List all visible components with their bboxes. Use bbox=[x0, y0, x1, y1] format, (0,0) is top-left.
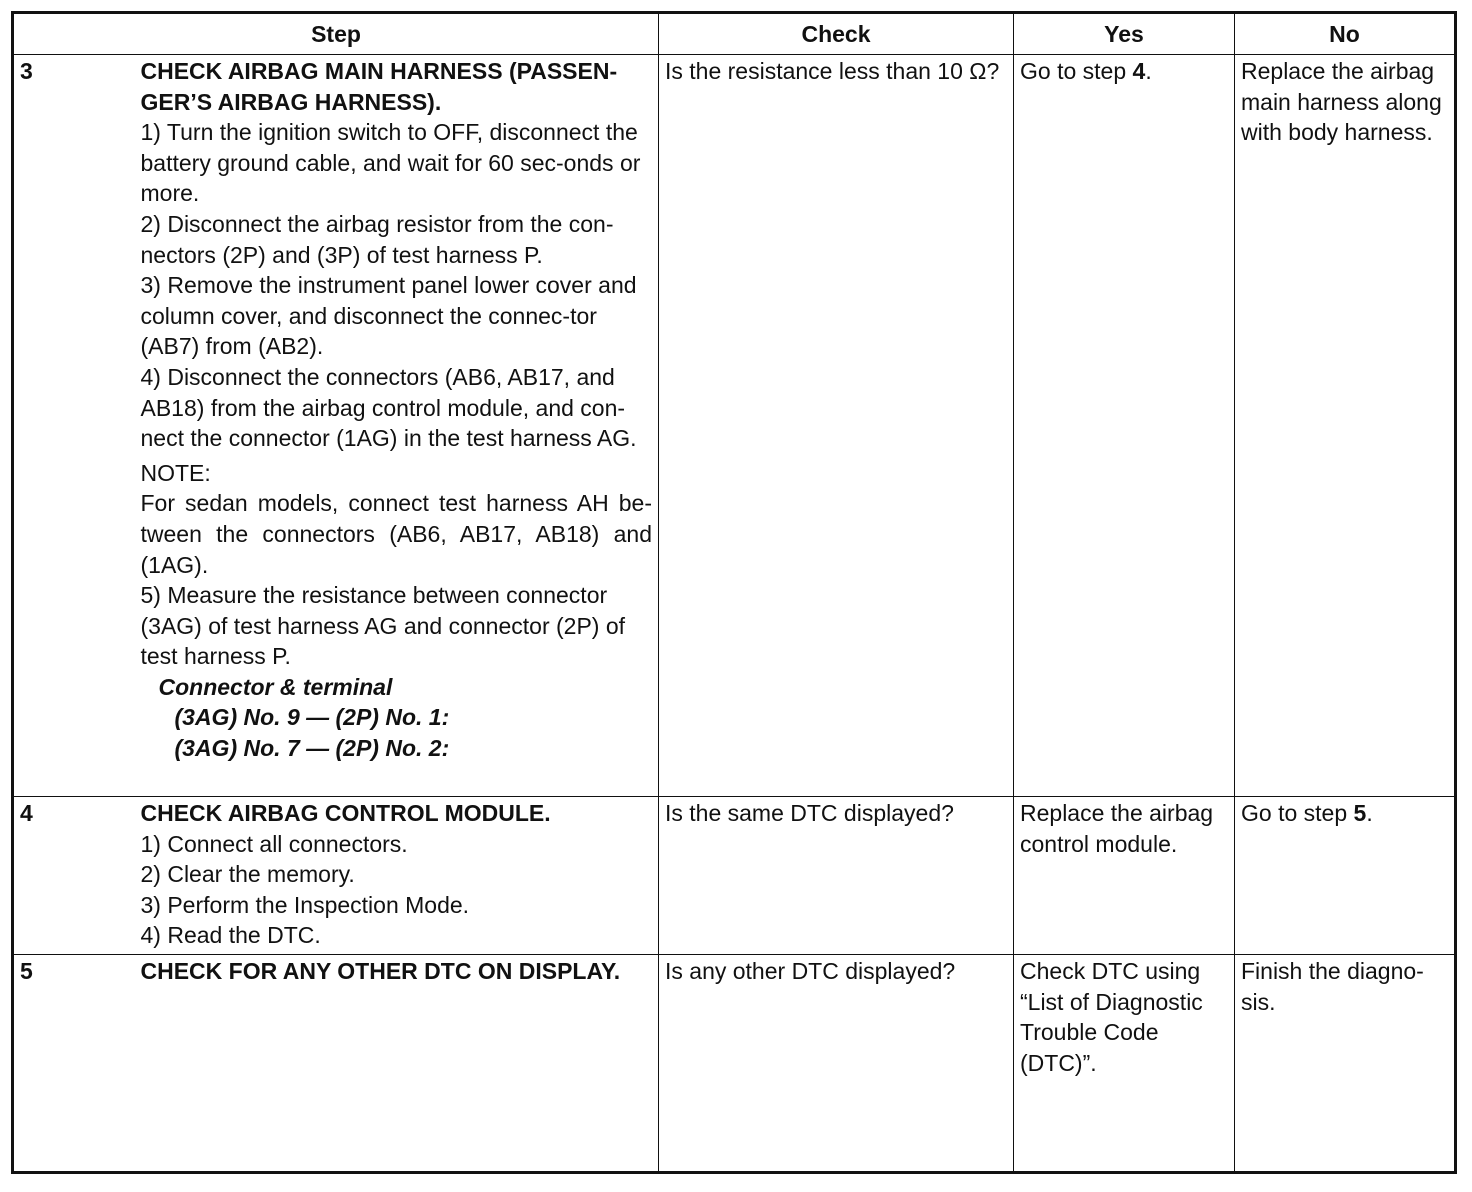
connector-title: Connector & terminal bbox=[158, 673, 393, 700]
substep: 2) Clear the memory. bbox=[140, 861, 355, 888]
yes-cell: Replace the airbag control module. bbox=[1014, 797, 1235, 955]
step-number: 5 bbox=[13, 955, 135, 1173]
connector-line: (3AG) No. 9 — (2P) No. 1: bbox=[174, 704, 450, 731]
yes-cell bbox=[1014, 55, 1235, 797]
substep: 2) Disconnect the airbag resistor from the con-nectors (2P) and (3P) of test harness P. bbox=[140, 210, 614, 268]
note-label: NOTE: bbox=[140, 459, 211, 486]
substep: 4) Disconnect the connectors (AB6, AB17, and AB18) from the airbag control module, and con-nect the connector (1AG) in the test harness AG. bbox=[140, 363, 637, 452]
table-row bbox=[13, 955, 1456, 1173]
substep: 3) Perform the Inspection Mode. bbox=[140, 891, 470, 918]
step-body bbox=[135, 55, 659, 797]
diagnostic-table bbox=[11, 11, 1457, 1174]
yes-cell: Check DTC using “List of Diagnostic Trouble Code (DTC)”. bbox=[1014, 955, 1235, 1173]
check-cell: Is any other DTC displayed? bbox=[659, 955, 1014, 1173]
substep: 3) Remove the instrument panel lower cover and column cover, and disconnect the connec-tor (AB7) from (AB2). bbox=[140, 272, 637, 360]
check-cell: Is the resistance less than 10 Ω? bbox=[659, 55, 1014, 797]
table-row bbox=[13, 55, 1456, 797]
step-number: 4 bbox=[13, 797, 135, 955]
header-yes: Yes bbox=[1014, 13, 1235, 55]
step-ref: 5 bbox=[1353, 800, 1367, 826]
no-cell: Finish the diagno-sis. bbox=[1235, 955, 1456, 1173]
step-body bbox=[135, 955, 659, 1173]
substep: 5) Measure the resistance between connector (3AG) of test harness AG and connector (2P) of test harness P. bbox=[140, 582, 626, 670]
note-text: For sedan models, connect test harness AH be-tween the connectors (AB6, AB17, AB18) and (1AG). bbox=[140, 490, 652, 578]
step-title: CHECK FOR ANY OTHER DTC ON DISPLAY. bbox=[140, 958, 621, 984]
no-suffix: . bbox=[1366, 800, 1373, 826]
no-text: Go to step bbox=[1241, 800, 1354, 826]
substep: 4) Read the DTC. bbox=[140, 922, 321, 949]
check-cell: Is the same DTC displayed? bbox=[659, 797, 1014, 955]
header-check: Check bbox=[659, 13, 1014, 55]
no-cell: Replace the airbag main harness along with body harness. bbox=[1235, 55, 1456, 797]
table-row bbox=[13, 797, 1456, 955]
yes-suffix: . bbox=[1145, 58, 1152, 84]
substep: 1) Connect all connectors. bbox=[140, 830, 408, 857]
step-ref: 4 bbox=[1132, 58, 1146, 84]
no-cell bbox=[1235, 797, 1456, 955]
step-body bbox=[135, 797, 659, 955]
substep: 1) Turn the ignition switch to OFF, disconnect the battery ground cable, and wait for 60 sec-onds or more. bbox=[140, 119, 641, 207]
yes-text: Go to step bbox=[1020, 58, 1133, 84]
step-number: 3 bbox=[13, 55, 135, 797]
step-title: CHECK AIRBAG CONTROL MODULE. bbox=[140, 800, 551, 826]
header-no: No bbox=[1235, 13, 1456, 55]
connector-line: (3AG) No. 7 — (2P) No. 2: bbox=[174, 735, 450, 762]
header-step: Step bbox=[13, 13, 659, 55]
header-row bbox=[13, 13, 1456, 55]
step-title: CHECK AIRBAG MAIN HARNESS (PASSEN-GER’S AIRBAG HARNESS). bbox=[140, 58, 618, 115]
